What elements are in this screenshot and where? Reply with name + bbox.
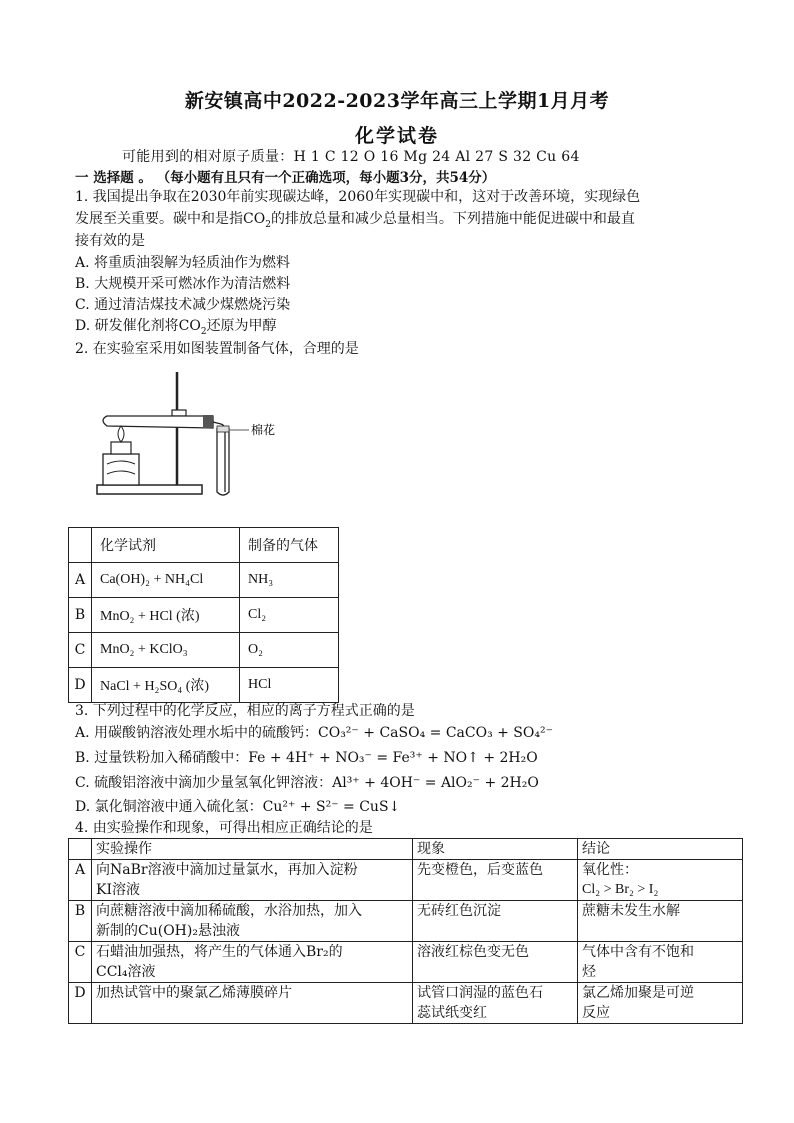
alcohol-lamp xyxy=(103,454,139,485)
q3-option-b: B. 过量铁粉加入稀硝酸中：Fe + 4H⁺ + NO₃⁻ = Fe³⁺ + NO↑ + 2H₂O xyxy=(75,750,538,766)
table-row: D 加热试管中的聚氯乙烯薄膜碎片 试管口润湿的蓝色石 蕊试纸变红 氯乙烯加聚是可逆 反应 xyxy=(69,983,743,1024)
column-header: 结论 xyxy=(578,839,743,860)
q3-option-a: A. 用碳酸钠溶液处理水垢中的硫酸钙：CO₃²⁻ + CaSO₄ = CaCO₃ + SO₄²⁻ xyxy=(75,725,553,741)
cotton-label: 棉花 xyxy=(251,423,276,437)
table-row: A 向NaBr溶液中滴加过量氯水，再加入淀粉 KI溶液 先变橙色，后变蓝色 氧化性： Cl₂ > Br₂ > I₂ xyxy=(69,860,743,901)
q1-option-d: D. 研发催化剂将$CO_2$还原为甲醇 xyxy=(75,318,277,337)
q1-option-a: A. 将重质油裂解为轻质油作为燃料 xyxy=(75,255,291,271)
table-row: B MnO₂ + HCl (浓) Cl₂ xyxy=(69,598,339,633)
table-header-row xyxy=(69,528,339,563)
q1-option-b: B. 大规模开采可燃冰作为清洁燃料 xyxy=(75,276,291,292)
column-header: 制备的气体 xyxy=(240,528,339,563)
section-heading: 一 选择题 。 （每小题有且只有一个正确选项，每小题3分，共54分） xyxy=(75,170,496,186)
flame xyxy=(118,426,124,442)
q1-stem-line2: 发展至关重要。碳中和是指$CO_2$的排放总量和减少总量相当。下列措施中能促进碳中和最直 xyxy=(75,211,635,230)
clamp xyxy=(172,410,186,416)
q4-stem: 4. 由实验操作和现象，可得出相应正确结论的是 xyxy=(75,820,373,836)
cotton xyxy=(217,426,229,432)
table-row: C MnO₂ + KClO₃ O₂ xyxy=(69,633,339,668)
column-header: 现象 xyxy=(413,839,578,860)
q2-table xyxy=(68,527,339,703)
test-tube xyxy=(103,416,213,428)
q1-option-c: C. 通过清洁煤技术减少煤燃烧污染 xyxy=(75,297,291,313)
collection-tube xyxy=(217,428,229,495)
delivery-tube xyxy=(213,422,225,492)
table-row: D NaCl + H₂SO₄ (浓) HCl xyxy=(69,668,339,703)
q4-table xyxy=(68,838,743,1024)
q2-stem: 2. 在实验室采用如图装置制备气体，合理的是 xyxy=(75,341,359,357)
apparatus-diagram xyxy=(93,368,293,500)
table-header-row xyxy=(69,839,743,860)
stopper xyxy=(203,415,213,428)
q3-option-d: D. 氯化铜溶液中通入硫化氢：Cu²⁺ + S²⁻ = CuS↓ xyxy=(75,799,401,815)
table-row: C 石蜡油加强热，将产生的气体通入Br₂的 CCl₄溶液 溶液红棕色变无色 气体中含有不饱和 烃 xyxy=(69,942,743,983)
page-subtitle: 化学试卷 xyxy=(354,125,439,147)
q3-stem: 3. 下列过程中的化学反应，相应的离子方程式正确的是 xyxy=(75,703,415,719)
column-header: 实验操作 xyxy=(92,839,413,860)
column-header: 化学试剂 xyxy=(92,528,240,563)
table-row: B 向蔗糖溶液中滴加稀硫酸，水浴加热，加入 新制的Cu(OH)₂悬浊液 无砖红色沉淀 蔗糖未发生水解 xyxy=(69,901,743,942)
table-row: A Ca(OH)₂ + NH₄Cl NH₃ xyxy=(69,563,339,598)
atomic-masses: 可能用到的相对原子质量：H 1 C 12 O 16 Mg 24 Al 27 S 32 Cu 64 xyxy=(122,149,580,165)
page-title: 新安镇高中2022-2023学年高三上学期1月月考 xyxy=(184,90,610,112)
q1-stem-line3: 接有效的是 xyxy=(75,233,145,249)
q3-option-c: C. 硫酸铝溶液中滴加少量氢氧化钾溶液：Al³⁺ + 4OH⁻ = AlO₂⁻ + 2H₂O xyxy=(75,775,539,791)
stand-base xyxy=(97,485,202,494)
q1-stem-line1: 1. 我国提出争取在2030年前实现碳达峰，2060年实现碳中和，这对于改善环境，实现绿色 xyxy=(75,189,641,205)
